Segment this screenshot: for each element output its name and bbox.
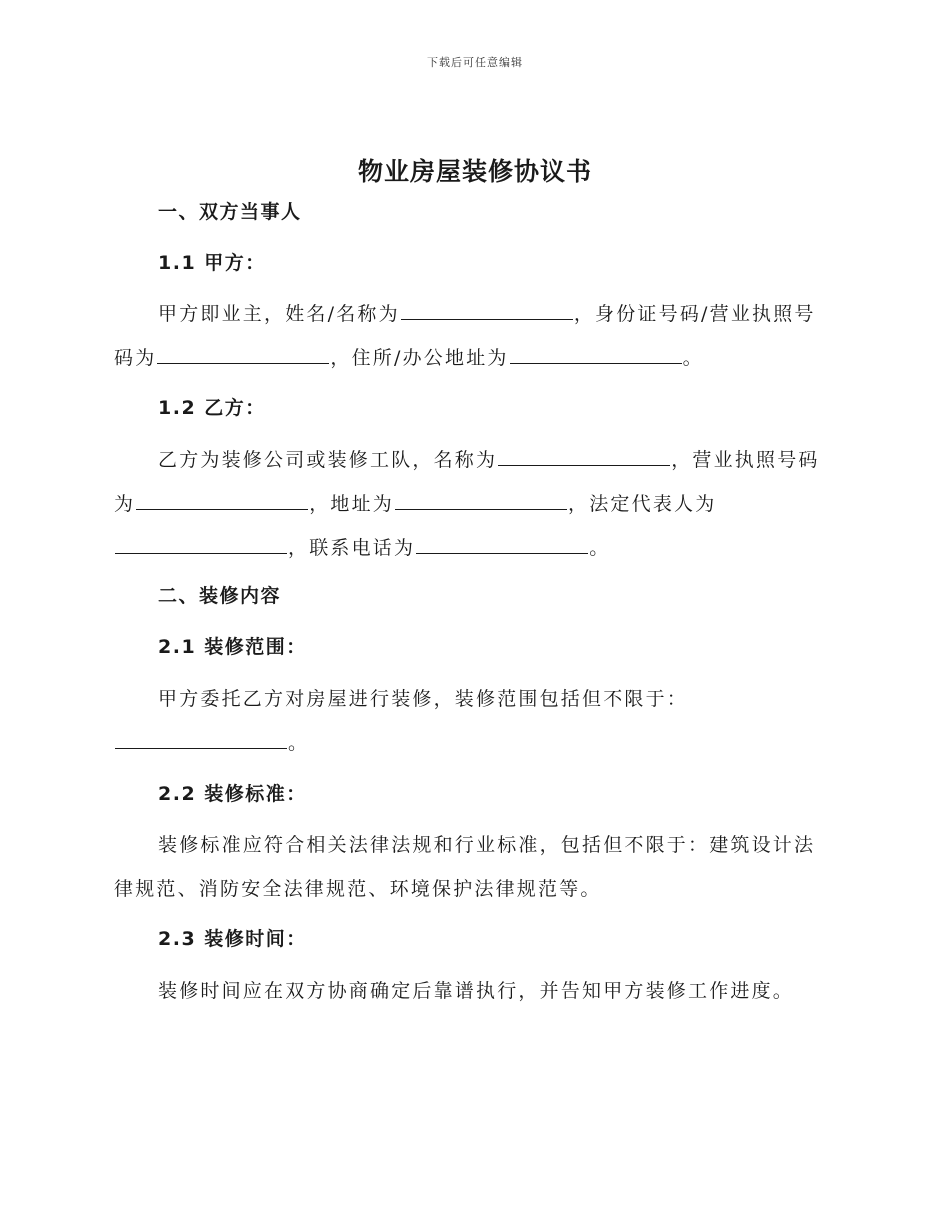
- fill-in-blank-scope[interactable]: [115, 722, 287, 749]
- paragraph-2-2: [114, 823, 830, 911]
- paragraph-text: 装修时间应在双方协商确定后靠谱执行，并告知甲方装修工作进度。: [158, 980, 795, 1002]
- document-title: 物业房屋装修协议书: [357, 157, 592, 186]
- fill-in-blank-contractor-name[interactable]: [498, 439, 670, 466]
- fill-in-blank-contractor-license[interactable]: [136, 483, 308, 510]
- fill-in-blank-legal-representative[interactable]: [115, 527, 287, 554]
- text-segment: 。: [589, 537, 611, 559]
- text-segment: ，法定代表人为: [568, 493, 717, 515]
- page-header-note: 下载后可任意编辑: [427, 56, 523, 69]
- fill-in-blank-owner-address[interactable]: [510, 337, 682, 364]
- text-segment: ，住所/办公地址为: [330, 347, 509, 369]
- paragraph-1-1: [114, 292, 830, 380]
- paragraph-2-1: [114, 677, 830, 765]
- subheading-1-2: 1.2 乙方：: [158, 397, 266, 419]
- text-segment: 。: [682, 347, 704, 369]
- text-segment: ，地址为: [309, 493, 395, 515]
- text-segment: 乙方为装修公司或装修工队，名称为: [158, 449, 498, 471]
- text-segment: 甲方委托乙方对房屋进行装修，装修范围包括但不限于：: [158, 688, 689, 710]
- fill-in-blank-contact-phone[interactable]: [416, 527, 588, 554]
- fill-in-blank-owner-name[interactable]: [401, 293, 573, 320]
- section-1-heading: 一、双方当事人: [158, 201, 302, 223]
- subheading-2-1: 2.1 装修范围：: [158, 636, 307, 658]
- text-segment: 。: [288, 732, 310, 754]
- section-2-heading: 二、装修内容: [158, 585, 282, 607]
- paragraph-text: 装修标准应符合相关法律法规和行业标准，包括但不限于：建筑设计法律规范、消防安全法律规范、环境保护法律规范等。: [114, 834, 816, 900]
- subheading-2-2: 2.2 装修标准：: [158, 783, 307, 805]
- text-segment: 甲方即业主，姓名/名称为: [158, 303, 400, 325]
- fill-in-blank-owner-id[interactable]: [157, 337, 329, 364]
- fill-in-blank-contractor-address[interactable]: [395, 483, 567, 510]
- subheading-2-3: 2.3 装修时间：: [158, 928, 307, 950]
- text-segment: ，联系电话为: [288, 537, 416, 559]
- subheading-1-1: 1.1 甲方：: [158, 252, 266, 274]
- paragraph-2-3: [114, 969, 830, 1013]
- text-segment: ，营业执照号码为: [114, 449, 820, 515]
- paragraph-1-2: [114, 438, 830, 570]
- text-segment: ，身份证号码/营业执照号码为: [114, 303, 816, 369]
